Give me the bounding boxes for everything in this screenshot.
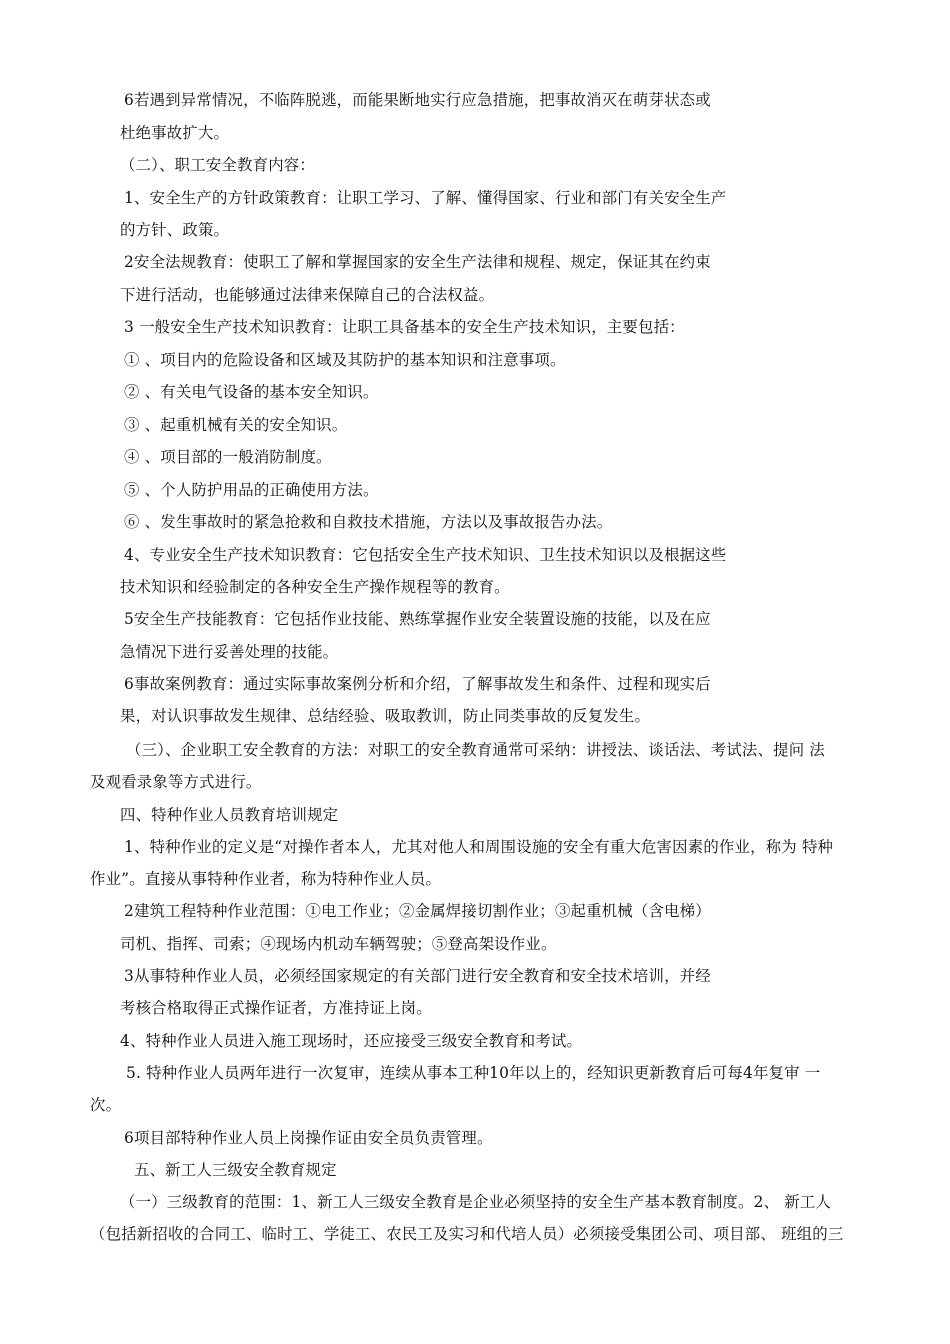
list-item: ① 、项目内的危险设备和区域及其防护的基本知识和注意事项。: [124, 351, 566, 369]
text-line: 6项目部特种作业人员上岗操作证由安全员负责管理。: [124, 1129, 493, 1147]
text-line: 杜绝事故扩大。: [120, 124, 230, 142]
text-line: 技术知识和经验制定的各种安全生产操作规程等的教育。: [120, 578, 510, 596]
text-line: 5安全生产技能教育：它包括作业技能、熟练掌握作业安全装置设施的技能，以及在应: [124, 610, 711, 628]
text-line: 5. 特种作业人员两年进行一次复审，连续从事本工种10年以上的，经知识更新教育后可每4年复审 一: [126, 1064, 821, 1082]
list-item: ⑤ 、个人防护用品的正确使用方法。: [124, 481, 379, 499]
section-heading: （二）、职工安全教育内容：: [120, 156, 315, 174]
section-heading: 五、新工人三级安全教育规定: [134, 1161, 337, 1179]
section-heading: （三）、企业职工安全教育的方法：对职工的安全教育通常可采纳：讲授法、谈话法、考试法、提问 法: [126, 741, 825, 759]
text-line: 2建筑工程特种作业范围：①电工作业；②金属焊接切割作业；③起重机械（含电梯）: [124, 902, 711, 920]
text-line: 6若遇到异常情况，不临阵脱逃，而能果断地实行应急措施，把事故消灭在萌芽状态或: [124, 91, 711, 109]
text-line: 6事故案例教育：通过实际事故案例分析和介绍，了解事故发生和条件、过程和现实后: [124, 675, 711, 693]
text-line: 2安全法规教育：使职工了解和掌握国家的安全生产法律和规程、规定，保证其在约束: [124, 253, 711, 271]
text-line: 司机、指挥、司索；④现场内机动车辆驾驶；⑤登高架设作业。: [120, 935, 557, 953]
list-item: ④ 、项目部的一般消防制度。: [124, 448, 332, 466]
text-line: （包括新招收的合同工、临时工、学徒工、农民工及实习和代培人员）必须接受集团公司、项目部、 班组的三: [90, 1225, 844, 1243]
text-line: （一）三级教育的范围：1、新工人三级安全教育是企业必须坚持的安全生产基本教育制度。2、 新工人: [120, 1193, 832, 1211]
text-line: 3从事特种作业人员，必须经国家规定的有关部门进行安全教育和安全技术培训，并经: [124, 967, 711, 985]
text-line: 考核合格取得正式操作证者，方准持证上岗。: [120, 999, 432, 1017]
list-item: ② 、有关电气设备的基本安全知识。: [124, 383, 379, 401]
text-line: 急情况下进行妥善处理的技能。: [120, 643, 339, 661]
text-line: 下进行活动，也能够通过法律来保障自己的合法权益。: [120, 286, 495, 304]
text-line: 4、特种作业人员进入施工现场时，还应接受三级安全教育和考试。: [120, 1032, 583, 1050]
text-line: 的方针、政策。: [120, 221, 230, 239]
text-line: 次。: [90, 1096, 122, 1114]
text-line: 4、专业安全生产技术知识教育：它包括安全生产技术知识、卫生技术知识以及根据这些: [124, 546, 727, 564]
text-line: 1、特种作业的定义是“对操作者本人，尤其对他人和周围设施的安全有重大危害因素的作业，称为 特种: [124, 838, 834, 856]
section-heading: 四、特种作业人员教育培训规定: [120, 806, 339, 824]
text-line: 作业”。直接从事特种作业者，称为特种作业人员。: [90, 870, 442, 888]
text-line: 3 一般安全生产技术知识教育：让职工具备基本的安全生产技术知识，主要包括：: [124, 318, 685, 336]
text-line: 及观看录象等方式进行。: [90, 773, 262, 791]
list-item: ③ 、起重机械有关的安全知识。: [124, 416, 348, 434]
list-item: ⑥ 、发生事故时的紧急抢救和自救技术措施，方法以及事故报告办法。: [124, 513, 613, 531]
text-line: 果，对认识事故发生规律、总结经验、吸取教训，防止同类事故的反复发生。: [120, 707, 651, 725]
text-line: 1、安全生产的方针政策教育：让职工学习、了解、懂得国家、行业和部门有关安全生产: [124, 189, 727, 207]
